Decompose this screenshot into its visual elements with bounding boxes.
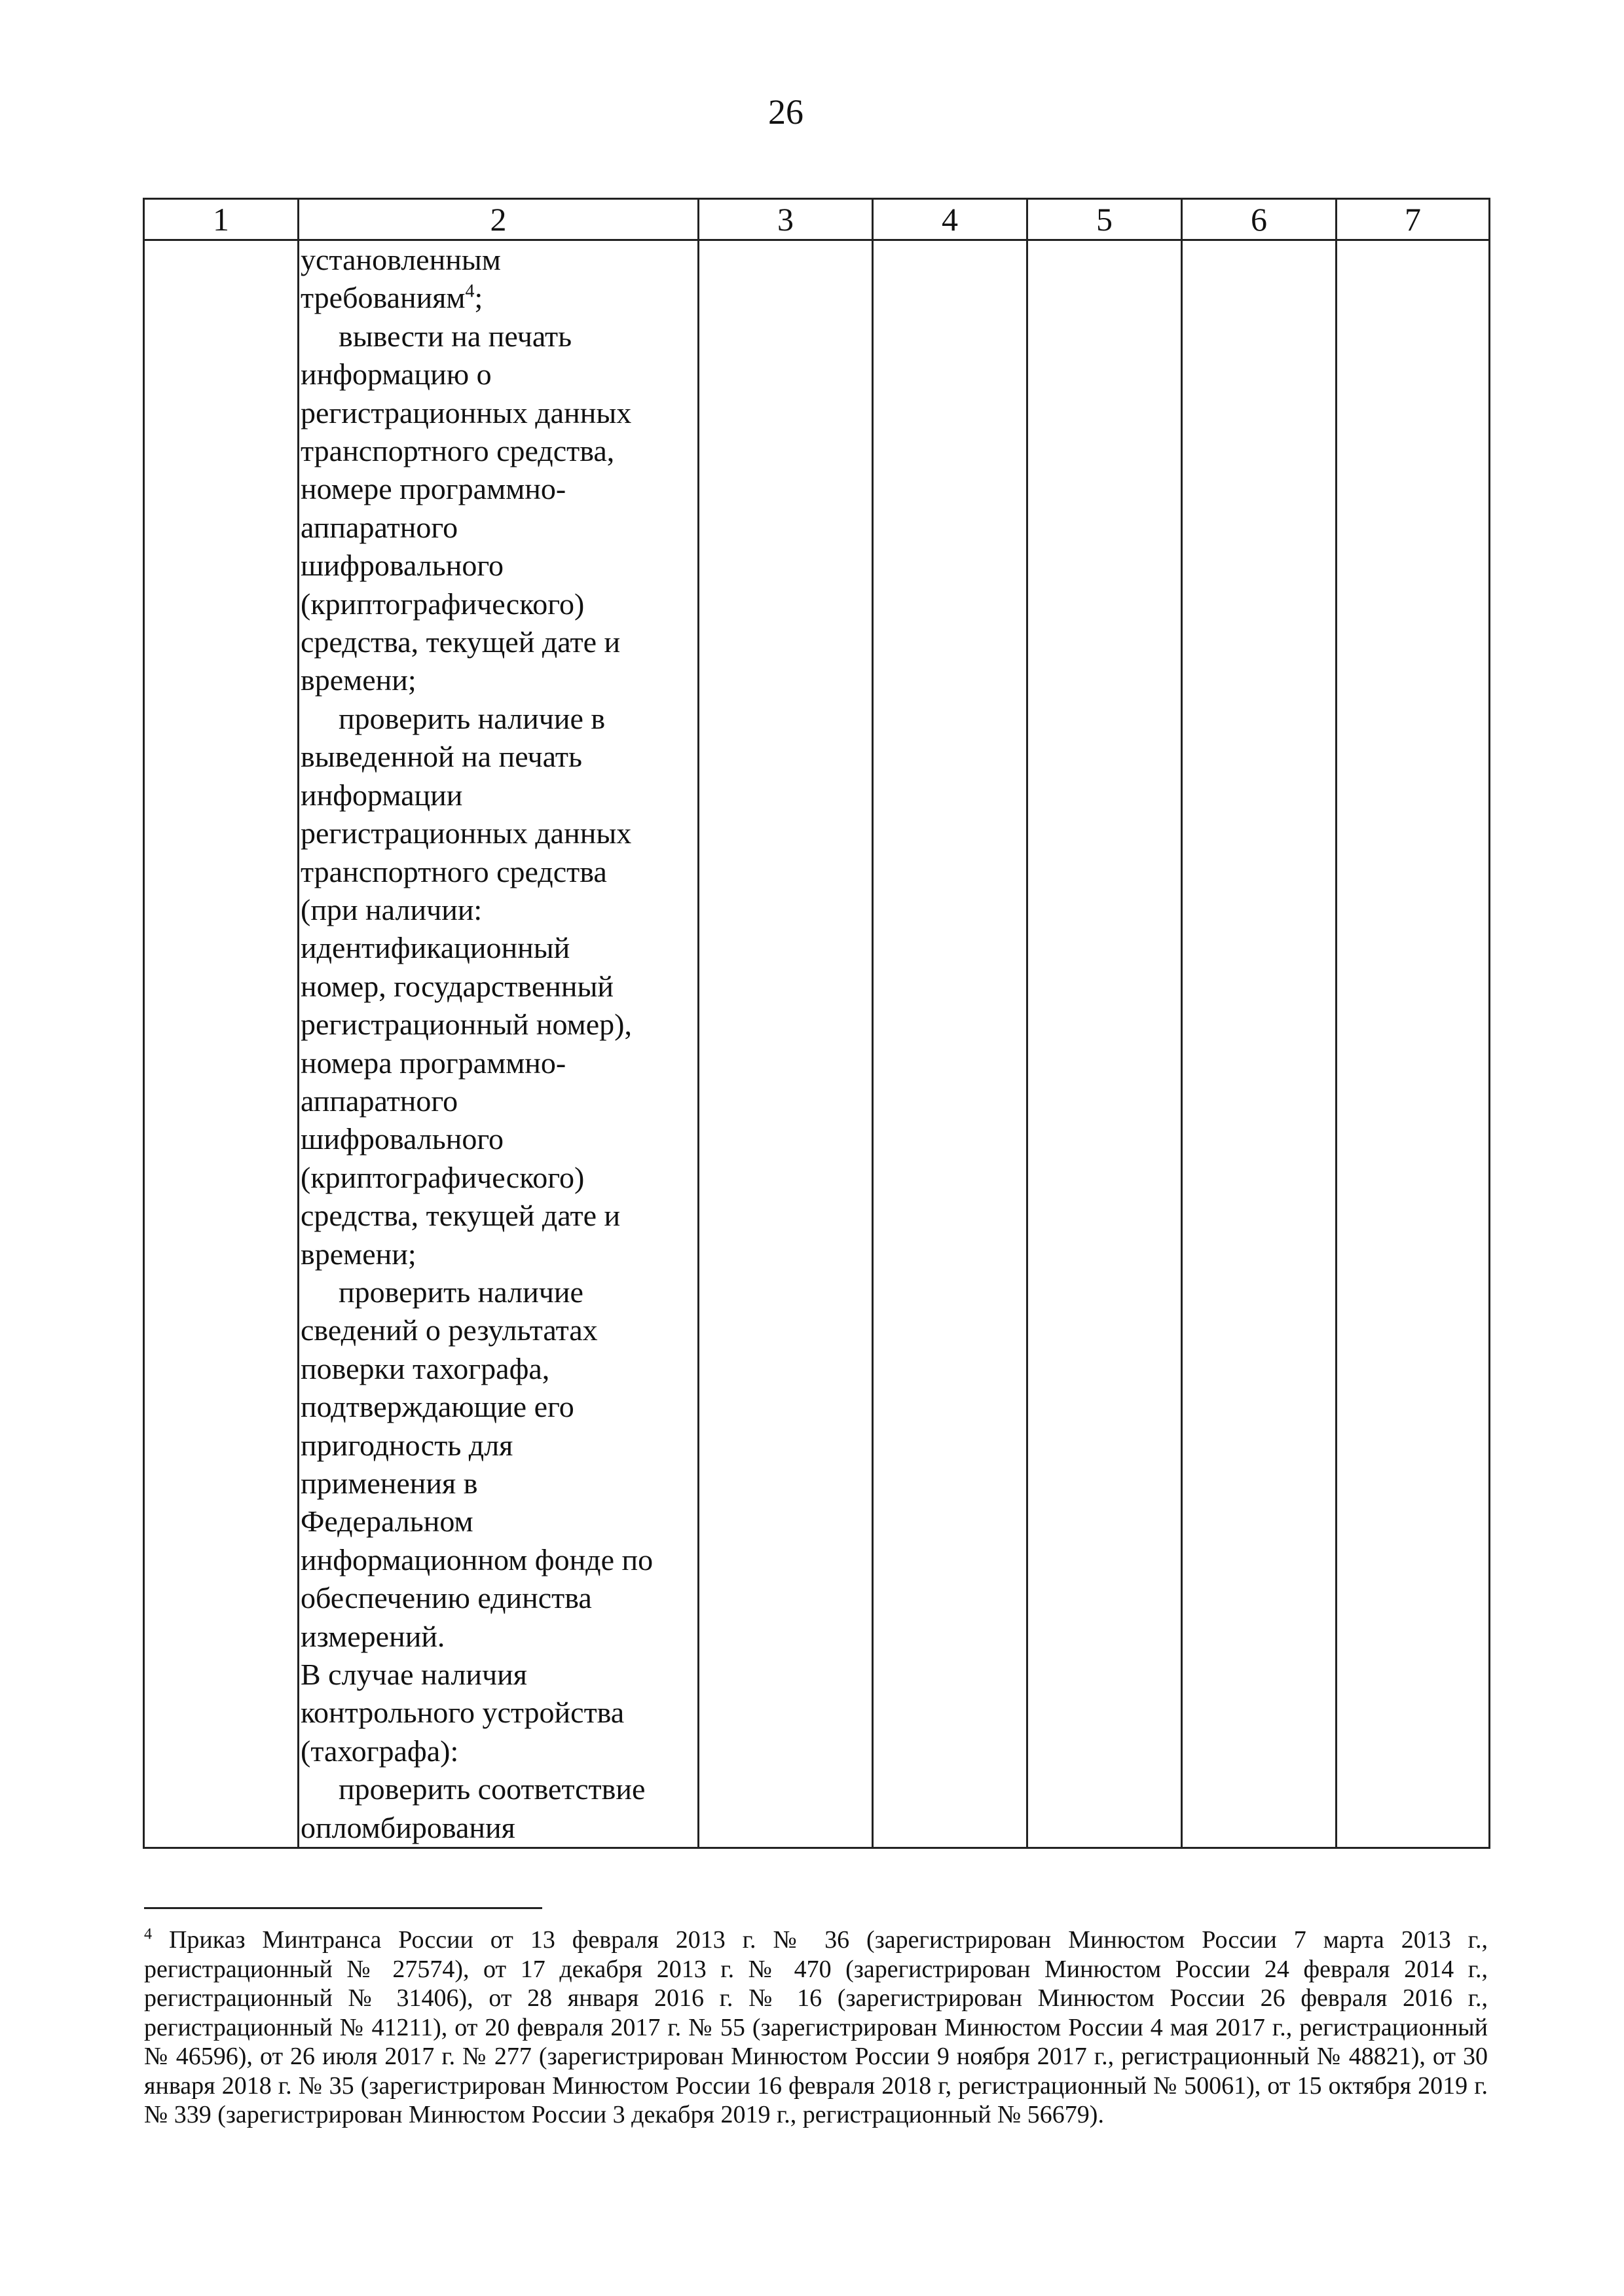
text-line: поверки тахографа, (301, 1351, 550, 1385)
text-line: транспортного средства, (301, 434, 615, 468)
text-line: измерений. (301, 1619, 445, 1653)
text-line: номере программно- (301, 472, 566, 506)
column-header-3: 3 (699, 199, 873, 240)
text-line: проверить наличие в (339, 701, 606, 735)
footnote-text: Приказ Минтранса России от 13 февраля 2013 г. № 36 (зарегистрирован Минюстом России 7 марта 2013 г., регистрационный № 27574), от 17 декабря 2013 г. № 470 (зарегистрирован Минюстом России 24 февраля 2014 г., регистрационный № 31406), от 28 января 2016 г. № 16 (зарегистрирован Минюстом России 26 февраля 2016 г., регистрационный № 41211), от 20 февраля 2017 г. № 55 (зарегистрирован Минюстом России 4 мая 2017 г., регистрационный № 46596), от 26 июля 2017 г. № 277 (зарегистрирован Минюстом России 9 ноября 2017 г., регистрационный № 48821), от 30 января 2018 г. № 35 (зарегистрирован Минюстом России 16 февраля 2018 г, регистрационный № 50061), от 15 октября 2019 г. № 339 (зарегистрирован Минюстом России 3 декабря 2019 г., регистрационный № 56679). (144, 1926, 1488, 2128)
footnote-marker: 4 (144, 1925, 152, 1943)
text-line: регистрационных данных (301, 395, 632, 429)
text-line: аппаратного (301, 1084, 458, 1118)
column-2-text (299, 318, 697, 1847)
requirements-table (143, 198, 1490, 1849)
cell-col-5 (1027, 240, 1182, 1848)
text-line: проверить соответствие (339, 1772, 646, 1806)
text-line: вывести на печать (339, 319, 572, 353)
text-line: информации (301, 778, 463, 812)
text-line: шифровального (301, 1122, 504, 1156)
column-header-7: 7 (1337, 199, 1490, 240)
text-line: пригодность для (301, 1428, 513, 1462)
text-line: информацию о (301, 357, 492, 392)
column-header-5: 5 (1027, 199, 1182, 240)
column-header-6: 6 (1182, 199, 1337, 240)
text-line: регистрационный номер), (301, 1008, 632, 1042)
text-line: регистрационных данных (301, 816, 632, 850)
text-line: времени; (301, 663, 416, 697)
text-line-part: ; (474, 281, 483, 315)
text-line: В случае наличия (301, 1658, 527, 1692)
text-line: обеспечению единства (301, 1581, 592, 1615)
text-line: (тахографа): (301, 1734, 459, 1768)
text-line: средства, текущей дате и (301, 625, 621, 659)
text-line: контрольного устройства (301, 1696, 625, 1730)
text-line: информационном фонде по (301, 1542, 654, 1576)
cell-col-2 (299, 240, 699, 1848)
text-line: (при наличии: (301, 892, 483, 926)
text-line: номера программно- (301, 1046, 566, 1080)
footnote-reference: 4 (465, 282, 475, 302)
text-line: средства, текущей дате и (301, 1199, 621, 1233)
text-line: шифровального (301, 549, 504, 583)
column-header-1: 1 (144, 199, 299, 240)
column-header-2: 2 (299, 199, 699, 240)
text-line: подтверждающие его (301, 1390, 574, 1424)
text-line: времени; (301, 1237, 416, 1271)
cell-col-7 (1337, 240, 1490, 1848)
text-line-with-footnote (299, 279, 697, 317)
text-line: применения в (301, 1467, 478, 1500)
text-line: сведений о результатах (301, 1313, 598, 1347)
cell-col-3 (699, 240, 873, 1848)
table-header-row (144, 199, 1490, 240)
table-row (144, 240, 1490, 1848)
text-line: номер, государственный (301, 969, 614, 1003)
cell-col-1 (144, 240, 299, 1848)
footnote-separator (144, 1907, 542, 1909)
text-line: опломбирования (301, 1810, 515, 1844)
cell-col-4 (873, 240, 1027, 1848)
text-line: установленным (301, 243, 501, 276)
text-line: проверить наличие (339, 1275, 583, 1309)
text-line: (криптографического) (301, 1160, 585, 1194)
text-line: выведенной на печать (301, 740, 582, 774)
text-line: транспортного средства (301, 854, 607, 888)
text-line: (криптографического) (301, 587, 585, 621)
footnote (144, 1925, 1488, 2130)
text-line: аппаратного (301, 510, 458, 544)
text-line: идентификационный (301, 931, 570, 965)
page-number: 26 (768, 92, 803, 132)
column-header-4: 4 (873, 199, 1027, 240)
cell-col-6 (1182, 240, 1337, 1848)
text-line-part: требованиям (301, 281, 466, 315)
text-line: Федеральном (301, 1504, 473, 1539)
